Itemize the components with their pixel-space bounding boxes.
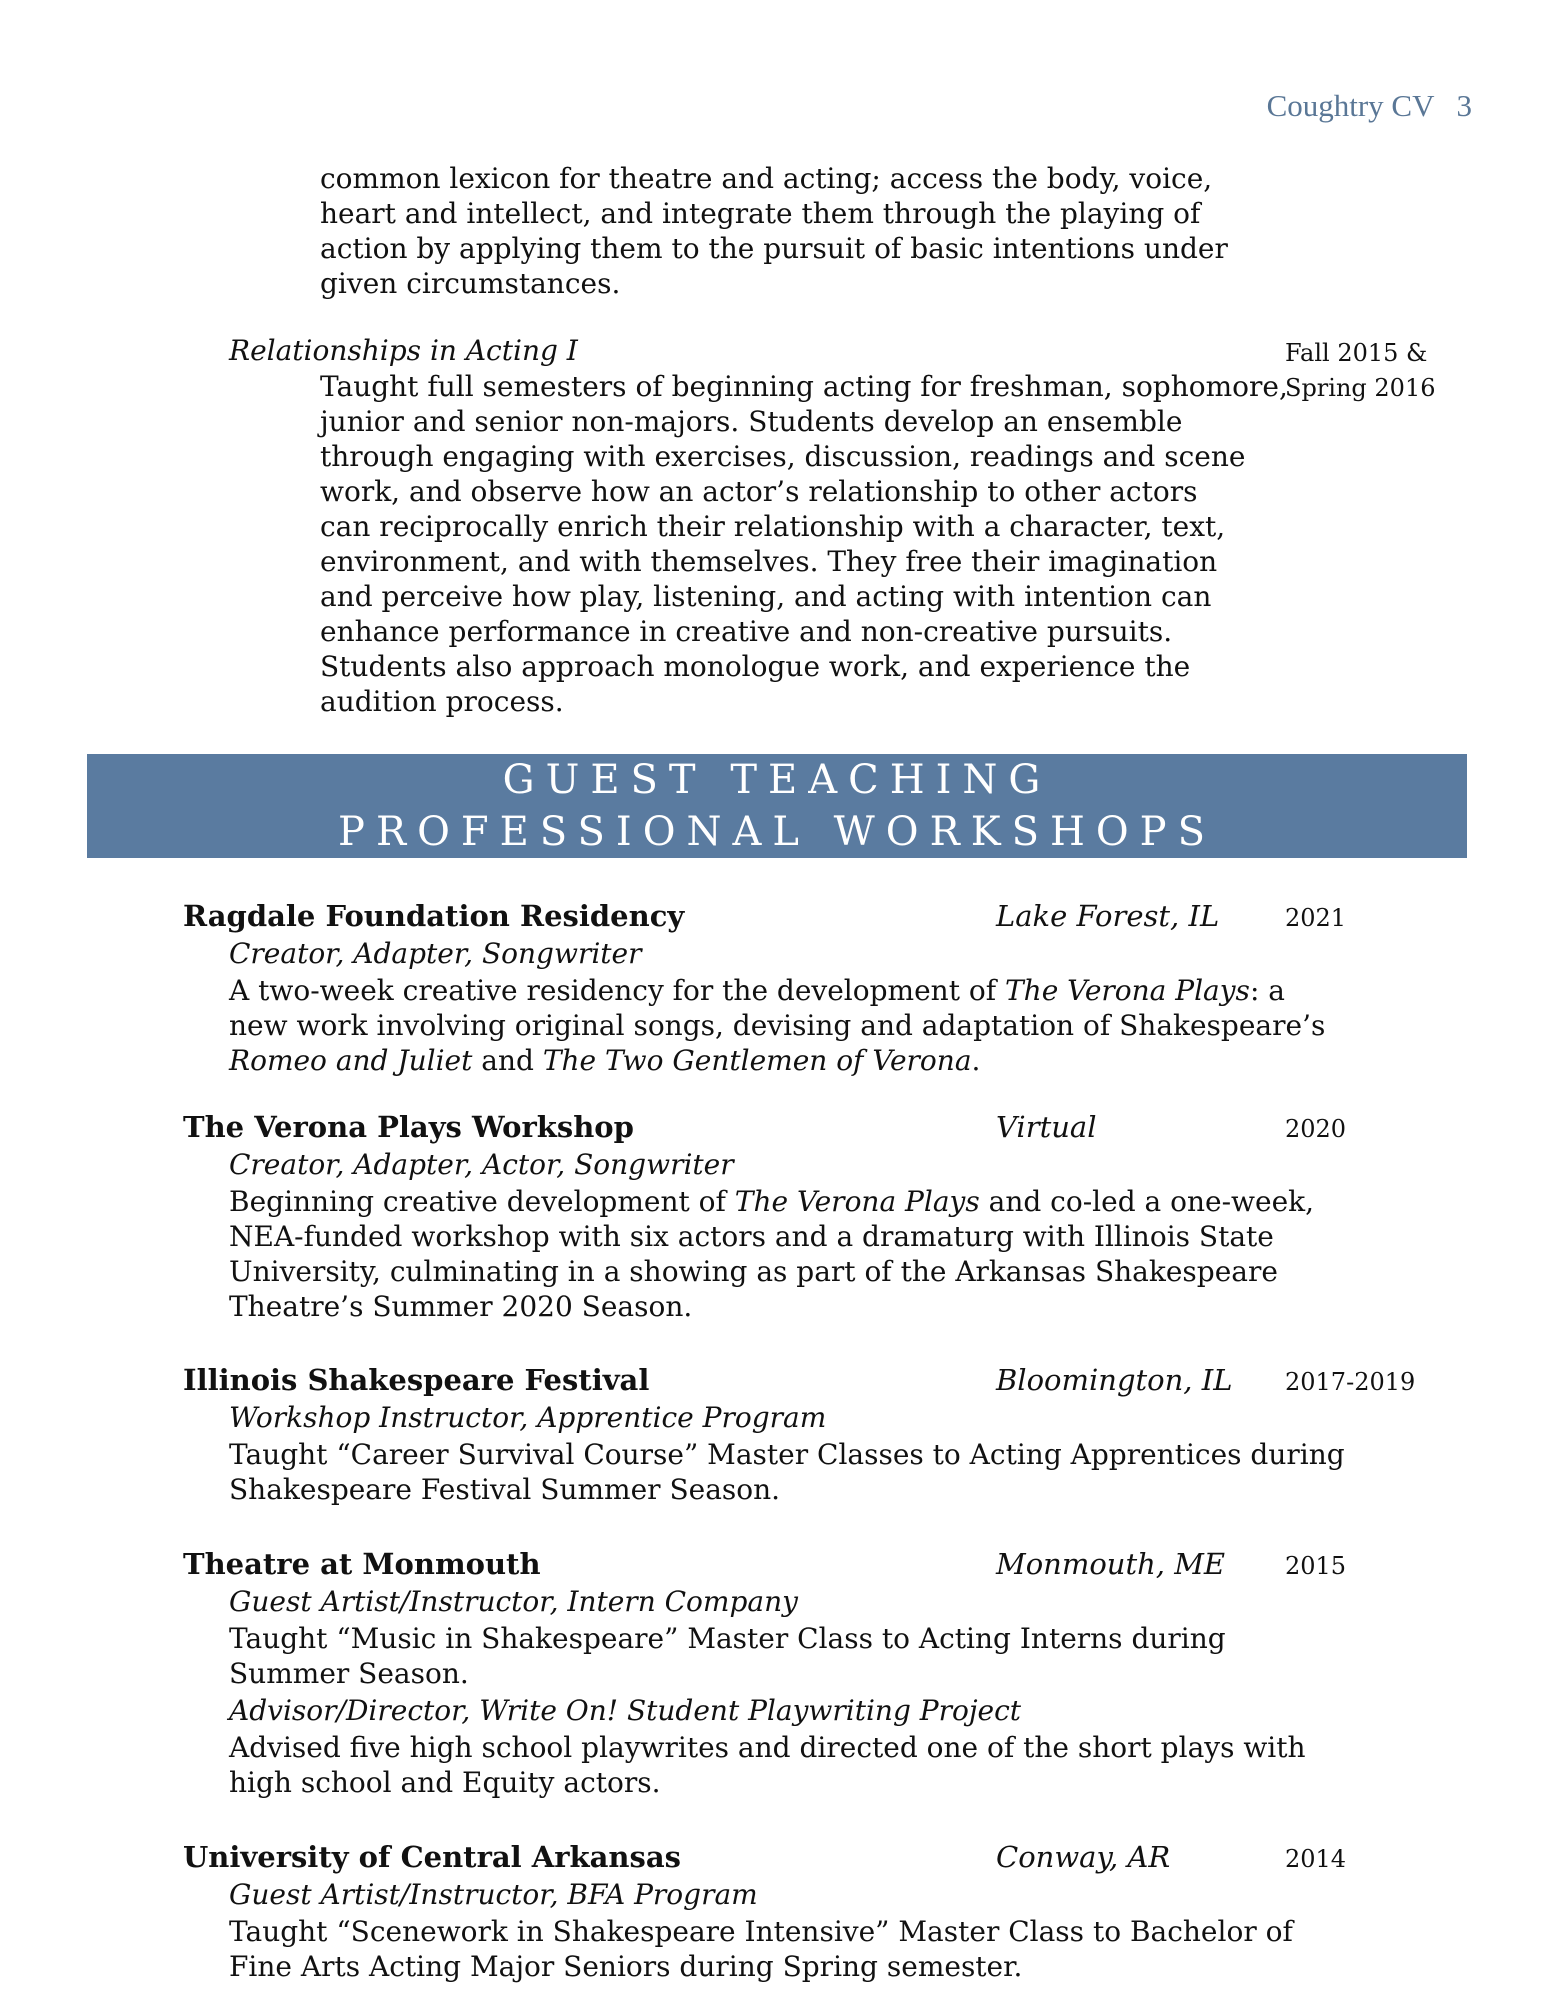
entry-location: Virtual: [996, 1110, 1097, 1144]
entry-description: [229, 1184, 1314, 1324]
entry-description: [229, 973, 1325, 1078]
text-line: given circumstances.: [320, 267, 621, 300]
entry-description: [229, 1621, 1226, 1691]
course-title: Relationships in Acting I: [229, 334, 578, 367]
text-line: heart and intellect, and integrate them through the playing of: [320, 197, 1201, 230]
text-line: through engaging with exercises, discussion, readings and scene: [320, 440, 1246, 473]
text-line: common lexicon for theatre and acting; access the body, voice,: [320, 162, 1213, 195]
entry-description: [229, 1730, 1306, 1800]
text-line: work, and observe how an actor’s relationship to other actors: [320, 475, 1198, 508]
entry-role: Advisor/Director, Write On! Student Playwriting Project: [229, 1694, 1022, 1727]
text-line: Taught “Scenework in Shakespeare Intensive” Master Class to Bachelor of: [229, 1915, 1293, 1948]
course-date: [1285, 336, 1435, 406]
entry-role: Workshop Instructor, Apprentice Program: [229, 1401, 827, 1434]
text-line: Summer Season.: [229, 1657, 469, 1690]
text-line: Advised five high school playwrites and directed one of the short plays with: [229, 1731, 1306, 1764]
entry-location: Conway, AR: [996, 1840, 1171, 1874]
text-line: Students also approach monologue work, and experience the: [320, 650, 1191, 683]
text-line: Shakespeare Festival Summer Season.: [229, 1473, 781, 1506]
text-line: University, culminating in a showing as part of the Arkansas Shakespeare: [229, 1255, 1278, 1288]
entry-role: Creator, Adapter, Actor, Songwriter: [229, 1148, 734, 1181]
course-description: [320, 369, 1288, 719]
text-line: can reciprocally enrich their relationship with a character, text,: [320, 510, 1226, 543]
entry-year: 2015: [1285, 1552, 1347, 1580]
entry-location: Bloomington, IL: [996, 1363, 1233, 1397]
entry-location: Lake Forest, IL: [996, 899, 1220, 933]
entry-role: Guest Artist/Instructor, Intern Company: [229, 1585, 798, 1618]
entry-year: 2021: [1285, 904, 1347, 932]
text-line: NEA-funded workshop with six actors and a dramaturg with Illinois State: [229, 1220, 1274, 1253]
text-line: new work involving original songs, devising and adaptation of Shakespeare’s: [229, 1009, 1326, 1042]
text-line: environment, and with themselves. They free their imagination: [320, 545, 1218, 578]
text-line: enhance performance in creative and non-creative pursuits.: [320, 615, 1173, 648]
page-number: 3: [1456, 88, 1472, 123]
work-title: Romeo and Juliet: [229, 1044, 473, 1077]
text-line: audition process.: [320, 685, 564, 718]
entry-location: Monmouth, ME: [996, 1547, 1226, 1581]
text-line: Taught full semesters of beginning acting for freshman, sophomore,: [320, 370, 1288, 403]
text-line: Taught “Music in Shakespeare” Master Class to Acting Interns during: [229, 1622, 1226, 1655]
text-line: Fine Arts Acting Major Seniors during Spring semester.: [229, 1950, 1023, 1983]
entry-year: 2017-2019: [1285, 1368, 1416, 1396]
entry-org: Theatre at Monmouth: [183, 1547, 541, 1581]
text-line: Taught “Career Survival Course” Master Classes to Acting Apprentices during: [229, 1438, 1345, 1471]
entry-year: 2014: [1285, 1845, 1347, 1873]
entry-description: [229, 1914, 1293, 1984]
work-title: The Two Gentlemen of Verona: [542, 1044, 972, 1077]
text-line: A two-week creative residency for the development of The Verona Plays: a: [229, 974, 1285, 1007]
continued-paragraph: [320, 161, 1228, 301]
entry-description: [229, 1437, 1345, 1507]
text-line: high school and Equity actors.: [229, 1766, 661, 1799]
entry-org: The Verona Plays Workshop: [183, 1110, 634, 1144]
work-title: The Verona Plays: [1004, 974, 1250, 1007]
entry-year: 2020: [1285, 1115, 1347, 1143]
section-title-line2: PROFESSIONAL WORKSHOPS: [338, 809, 1216, 855]
entry-role: Creator, Adapter, Songwriter: [229, 937, 642, 970]
date-line: Spring 2016: [1285, 374, 1436, 402]
entry-role: Guest Artist/Instructor, BFA Program: [229, 1878, 758, 1911]
text-line: Beginning creative development of The Verona Plays and co-led a one-week,: [229, 1185, 1315, 1218]
page-header: [1267, 88, 1472, 124]
entry-org: Illinois Shakespeare Festival: [183, 1363, 650, 1397]
header-name: Coughtry CV: [1266, 88, 1435, 123]
work-title: The Verona Plays: [734, 1185, 980, 1218]
section-banner: [87, 754, 1467, 858]
text-line: Theatre’s Summer 2020 Season.: [229, 1290, 693, 1323]
entry-org: Ragdale Foundation Residency: [183, 899, 685, 933]
text-line: and perceive how play, listening, and acting with intention can: [320, 580, 1212, 613]
text-line: Romeo and Juliet and The Two Gentlemen of Verona.: [229, 1044, 981, 1077]
entry-org: University of Central Arkansas: [183, 1840, 681, 1874]
section-title-line1: GUEST TEACHING: [502, 757, 1052, 803]
text-line: action by applying them to the pursuit of basic intentions under: [320, 232, 1228, 265]
date-line: Fall 2015 &: [1285, 339, 1428, 367]
text-line: junior and senior non-majors. Students develop an ensemble: [320, 405, 1183, 438]
